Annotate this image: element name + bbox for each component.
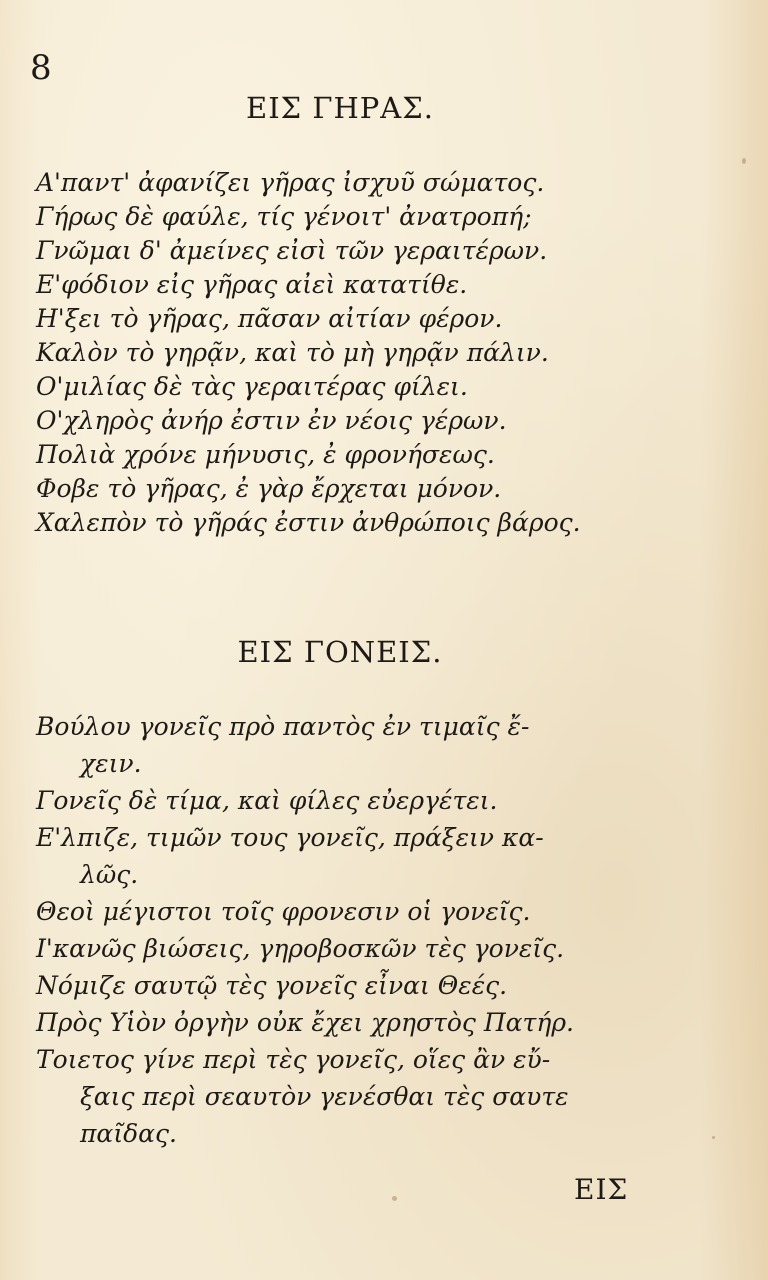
- verse-line: Ο'χληρὸς ἀνήρ ἐστιν ἐν νέοις γέρων.: [36, 406, 507, 435]
- verse-line: Γνῶμαι δ' ἀμείνες εἰσὶ τῶν γεραιτέρων.: [36, 236, 548, 265]
- verse-line: Βούλου γονεῖς πρὸ παντὸς ἐν τιμαῖς ἔ-: [36, 712, 530, 741]
- verse-line: Ο'μιλίας δὲ τὰς γεραιτέρας φίλει.: [36, 372, 468, 401]
- verse-line: Ε'λπιζε, τιμῶν τους γονεῖς, πράξειν κα-: [36, 823, 544, 852]
- verse-line: Θεοὶ μέγιστοι τοῖς φρονεσιν οἱ γονεῖς.: [36, 897, 531, 926]
- verse-line: Πολιὰ χρόνε μήνυσις, ἐ φρονήσεως.: [36, 440, 495, 469]
- verse-line: Φοβε τὸ γῆρας, ἐ γὰρ ἔρχεται μόνον.: [36, 474, 502, 503]
- section-title-parents: ΕΙΣ ΓΟΝΕΙΣ.: [237, 635, 443, 669]
- verse-line: Νόμιζε σαυτῷ τὲς γονεῖς εἶναι Θεές.: [36, 971, 508, 1000]
- verse-line: Γήρως δὲ φαύλε, τίς γένοιτ' ἀνατροπή;: [36, 202, 532, 231]
- verse-block-parents: [36, 708, 696, 1152]
- catchword: ΕΙΣ: [574, 1173, 629, 1206]
- verse-line: Α'παντ' ἀφανίζει γῆρας ἰσχυῦ σώματος.: [36, 168, 545, 197]
- verse-line: Χαλεπὸν τὸ γῆράς ἐστιν ἀνθρώποις βάρος.: [36, 508, 581, 537]
- verse-line: Ι'κανῶς βιώσεις, γηροβοσκῶν τὲς γονεῖς.: [36, 934, 565, 963]
- verse-line: Πρὸς Υἱὸν ὀργὴν οὐκ ἔχει χρηστὸς Πατήρ.: [36, 1008, 574, 1037]
- verse-block-old-age: [36, 166, 696, 540]
- verse-line-continuation: παῖδας.: [80, 1119, 177, 1148]
- paper-speck: [392, 1196, 397, 1201]
- section-title-old-age: ΕΙΣ ΓΗΡΑΣ.: [246, 91, 434, 125]
- verse-line-continuation: χειν.: [80, 749, 142, 778]
- verse-line: Ε'φόδιον εἰς γῆρας αἰεὶ κατατίθε.: [36, 270, 468, 299]
- verse-line: Καλὸν τὸ γηρᾷν, καὶ τὸ μὴ γηρᾷν πάλιν.: [36, 338, 549, 367]
- verse-line-continuation: λῶς.: [80, 860, 139, 889]
- verse-line: Η'ξει τὸ γῆρας, πᾶσαν αἰτίαν φέρον.: [36, 304, 503, 333]
- page-number: 8: [30, 48, 52, 88]
- verse-line-continuation: ξαις περὶ σεαυτὸν γενέσθαι τὲς σαυτε: [80, 1082, 569, 1111]
- verse-line: Γονεῖς δὲ τίμα, καὶ φίλες εὐεργέτει.: [36, 786, 498, 815]
- paper-speck: [712, 1136, 715, 1139]
- verse-line: Τοιετος γίνε περὶ τὲς γονεῖς, οἵες ἂν εὔ-: [36, 1045, 551, 1074]
- paper-speck: [742, 158, 746, 164]
